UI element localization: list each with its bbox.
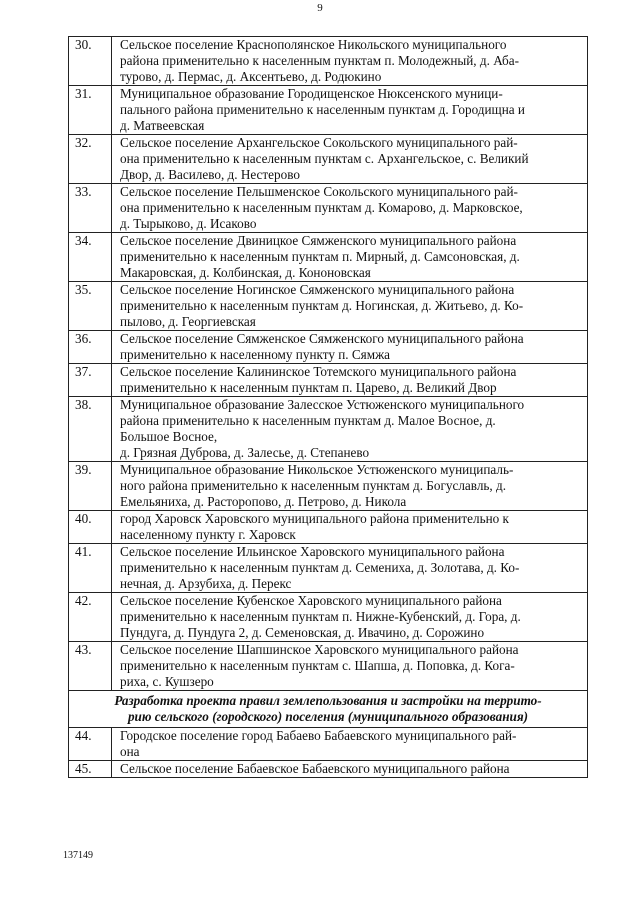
table-row <box>69 135 588 184</box>
row-text-line: Сельское поселение Краснополянское Никольского муниципального <box>120 37 507 52</box>
row-text-line: населенному пункту г. Харовск <box>120 527 296 542</box>
row-text-line: д. Грязная Дуброва, д. Залесье, д. Степанево <box>120 445 370 460</box>
row-text-line: Сельское поселение Калининское Тотемского муниципального района <box>120 364 517 379</box>
row-text-line: д. Тырыково, д. Исаково <box>120 216 257 231</box>
table-row <box>69 282 588 331</box>
row-text <box>112 233 588 282</box>
row-text <box>112 282 588 331</box>
row-text-line: она применительно к населенным пунктам с. Архангельское, с. Великий <box>120 151 529 166</box>
row-text-line: нечная, д. Арзубиха, д. Перекс <box>120 576 292 591</box>
row-text-line: Сельское поселение Ногинское Сямженского муниципального района <box>120 282 515 297</box>
table-row <box>69 184 588 233</box>
table-row <box>69 86 588 135</box>
row-text-line: Пундуга, д. Пундуга 2, д. Семеновская, д. Ивачино, д. Сорожино <box>120 625 485 640</box>
table-row <box>69 642 588 691</box>
row-text <box>112 331 588 364</box>
row-number: 43. <box>69 642 112 691</box>
row-text-line: Сельское поселение Бабаевское Бабаевского муниципального района <box>120 761 510 776</box>
row-text-line: Муниципальное образование Городищенское Нюксенского муници- <box>120 86 503 101</box>
row-text-line: она применительно к населенным пунктам д. Комарово, д. Марковское, <box>120 200 523 215</box>
row-number: 39. <box>69 462 112 511</box>
row-text <box>112 135 588 184</box>
section-heading-line: рию сельского (городского) поселения (муниципального образования) <box>127 709 529 724</box>
row-text-line: применительно к населенным пунктам п. Царево, д. Великий Двор <box>120 380 497 395</box>
row-text-line: риха, с. Кушзеро <box>120 674 214 689</box>
row-text <box>112 86 588 135</box>
settlements-table <box>68 36 588 778</box>
section-heading-line: Разработка проекта правил землепользования и застройки на террито- <box>114 693 542 708</box>
row-text-line: применительно к населенным пунктам с. Шапша, д. Поповка, д. Кога- <box>120 658 515 673</box>
row-text-line: Муниципальное образование Залесское Устюженского муниципального <box>120 397 525 412</box>
row-text-line: Муниципальное образование Никольское Устюженского муниципаль- <box>120 462 514 477</box>
row-text-line: применительно к населенному пункту п. Сямжа <box>120 347 391 362</box>
row-text-line: Сельское поселение Пельшменское Сокольского муниципального рай- <box>120 184 518 199</box>
row-number: 37. <box>69 364 112 397</box>
row-text <box>112 364 588 397</box>
row-text-line: Сельское поселение Двиницкое Сямженского муниципального района <box>120 233 517 248</box>
table-row <box>69 331 588 364</box>
row-number: 40. <box>69 511 112 544</box>
row-text <box>112 397 588 462</box>
row-number: 41. <box>69 544 112 593</box>
row-text-line: применительно к населенным пунктам д. Семениха, д. Золотава, д. Ко- <box>120 560 520 575</box>
row-text <box>112 642 588 691</box>
row-text-line: пального района применительно к населенным пунктам д. Городищна и <box>120 102 525 117</box>
table-row <box>69 761 588 778</box>
page-number: 9 <box>317 2 323 14</box>
row-number: 33. <box>69 184 112 233</box>
row-text <box>112 544 588 593</box>
table-row <box>69 544 588 593</box>
table-row <box>69 511 588 544</box>
row-text-line: турово, д. Пермас, д. Аксентьево, д. Родюкино <box>120 69 382 84</box>
row-number: 35. <box>69 282 112 331</box>
table-row <box>69 397 588 462</box>
row-text-line: д. Матвеевская <box>120 118 205 133</box>
table-row <box>69 728 588 761</box>
row-text-line: ного района применительно к населенным пунктам д. Богуславль, д. <box>120 478 507 493</box>
row-text <box>112 184 588 233</box>
row-text-line: город Харовск Харовского муниципального района применительно к <box>120 511 509 526</box>
row-number: 42. <box>69 593 112 642</box>
row-text-line: пылово, д. Георгиевская <box>120 314 256 329</box>
table-row <box>69 593 588 642</box>
document-code: 137149 <box>63 850 93 861</box>
row-text-line: Большое Восное, <box>120 429 218 444</box>
row-text-line: она <box>120 744 140 759</box>
row-number: 32. <box>69 135 112 184</box>
row-number: 31. <box>69 86 112 135</box>
table-row <box>69 37 588 86</box>
row-text-line: Сельское поселение Кубенское Харовского муниципального района <box>120 593 502 608</box>
row-text-line: Сельское поселение Сямженское Сямженского муниципального района <box>120 331 524 346</box>
row-text-line: Городское поселение город Бабаево Бабаевского муниципального рай- <box>120 728 517 743</box>
row-text-line: района применительно к населенным пунктам д. Малое Восное, д. <box>120 413 496 428</box>
table-row <box>69 364 588 397</box>
row-text <box>112 593 588 642</box>
row-text <box>112 462 588 511</box>
row-number: 45. <box>69 761 112 778</box>
row-number: 36. <box>69 331 112 364</box>
row-text-line: Двор, д. Василево, д. Нестерово <box>120 167 300 182</box>
row-number: 30. <box>69 37 112 86</box>
table-row <box>69 462 588 511</box>
row-text <box>112 761 588 778</box>
row-text-line: Макаровская, д. Колбинская, д. Кононовская <box>120 265 371 280</box>
row-text <box>112 728 588 761</box>
row-number: 38. <box>69 397 112 462</box>
row-text-line: района применительно к населенным пунктам п. Молодежный, д. Аба- <box>120 53 519 68</box>
row-text-line: применительно к населенным пунктам п. Мирный, д. Самсоновская, д. <box>120 249 520 264</box>
row-text <box>112 37 588 86</box>
row-number: 44. <box>69 728 112 761</box>
row-number: 34. <box>69 233 112 282</box>
table-row <box>69 233 588 282</box>
row-text <box>112 511 588 544</box>
row-text-line: Сельское поселение Ильинское Харовского муниципального района <box>120 544 505 559</box>
row-text-line: Сельское поселение Архангельское Сокольского муниципального рай- <box>120 135 518 150</box>
row-text-line: применительно к населенным пунктам п. Нижне-Кубенский, д. Гора, д. <box>120 609 521 624</box>
row-text-line: применительно к населенным пунктам д. Ногинская, д. Житьево, д. Ко- <box>120 298 524 313</box>
section-heading-row <box>69 691 588 728</box>
row-text-line: Емельяниха, д. Расторопово, д. Петрово, д. Никола <box>120 494 407 509</box>
row-text-line: Сельское поселение Шапшинское Харовского муниципального района <box>120 642 519 657</box>
section-heading <box>69 691 588 728</box>
